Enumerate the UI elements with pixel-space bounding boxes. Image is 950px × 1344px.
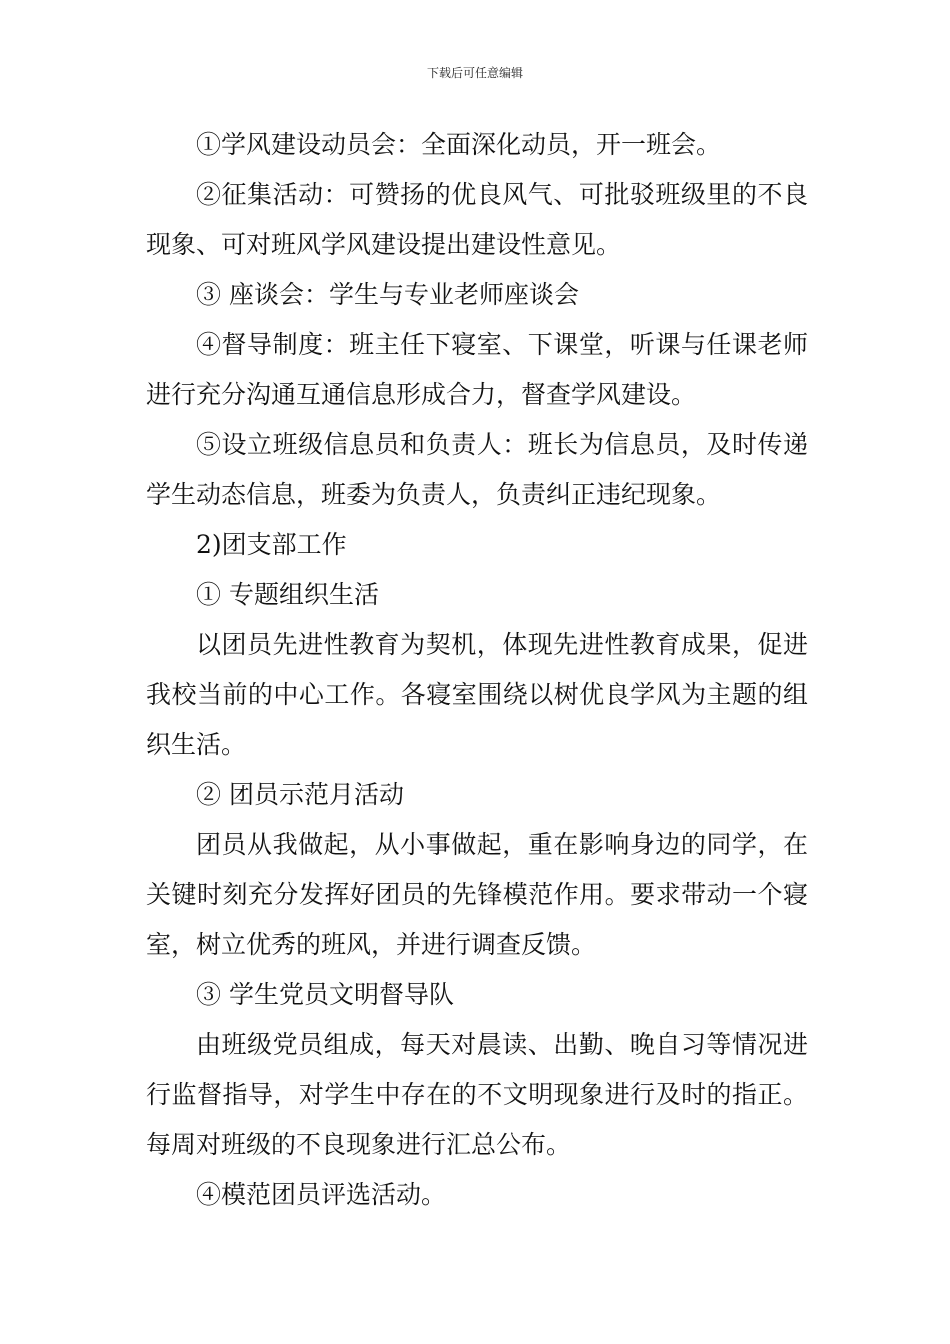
document-body — [146, 120, 808, 1220]
paragraph-party-supervision-team: 由班级党员组成，每天对晨读、出勤、晚自习等情况进行监督指导，对学生中存在的不文明现象进行及时的指正。每周对班级的不良现象进行汇总公布。 — [146, 1030, 808, 1159]
paragraph-model-member-selection: ④模范团员评选活动。 — [196, 1180, 447, 1209]
section-heading-league-branch: 2)团支部工作 — [196, 530, 347, 559]
subheading-party-supervision-team: ③ 学生党员文明督导队 — [196, 980, 454, 1009]
subheading-thematic-activity: ① 专题组织生活 — [196, 580, 379, 609]
subheading-model-month: ② 团员示范月活动 — [196, 780, 404, 809]
paragraph-model-month: 团员从我做起，从小事做起，重在影响身边的同学，在关键时刻充分发挥好团员的先锋模范作用。要求带动一个寝室，树立优秀的班风，并进行调查反馈。 — [146, 830, 808, 959]
page-header: 下载后可任意编辑 — [426, 66, 523, 80]
paragraph-supervision-system: ④督导制度：班主任下寝室、下课堂，听课与任课老师进行充分沟通互通信息形成合力，督查学风建设。 — [146, 330, 808, 409]
paragraph-symposium: ③ 座谈会：学生与专业老师座谈会 — [196, 280, 579, 309]
paragraph-collection-activity: ②征集活动：可赞扬的优良风气、可批驳班级里的不良现象、可对班风学风建设提出建设性意见。 — [146, 180, 808, 259]
paragraph-thematic-activity: 以团员先进性教育为契机，体现先进性教育成果，促进我校当前的中心工作。各寝室围绕以树优良学风为主题的组织生活。 — [146, 630, 808, 759]
paragraph-study-mobilization: ①学风建设动员会：全面深化动员，开一班会。 — [196, 130, 722, 159]
paragraph-class-informant: ⑤设立班级信息员和负责人：班长为信息员，及时传递学生动态信息，班委为负责人，负责纠正违纪现象。 — [146, 430, 808, 509]
